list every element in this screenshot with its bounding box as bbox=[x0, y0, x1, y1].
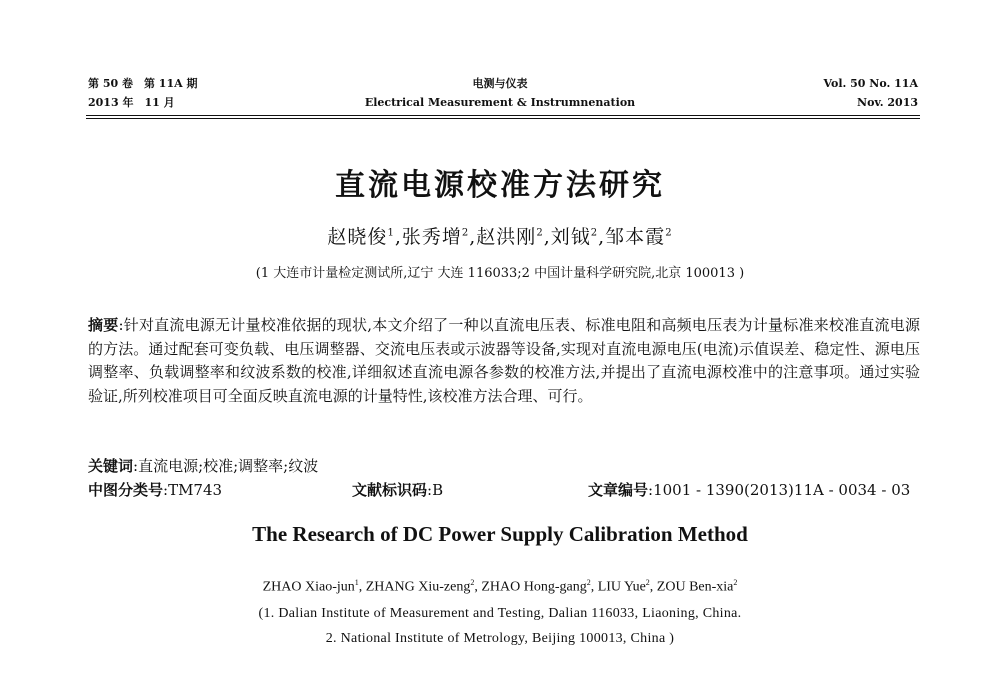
affiliation: (1 大连市计量检定测试所,辽宁 大连 116033;2 中国计量科学研究院,北京 100013 ) bbox=[255, 266, 745, 281]
article-number-value: :1001 - 1390(2013)11A - 0034 - 03 bbox=[648, 481, 911, 499]
english-author-list: ZHAO Xiao-jun$^1$, ZHANG Xiu-zeng$^2$, ZHAO Hong-gang$^2$, LIU Yue$^2$, ZOU Ben-xia$^2$ bbox=[262, 578, 738, 595]
english-author-name: ZOU Ben-xia bbox=[656, 579, 734, 595]
header-rule-thin bbox=[86, 118, 920, 119]
author-name: 赵晓俊 bbox=[327, 226, 388, 248]
issue-date: 2013 年 11 月 bbox=[88, 96, 175, 109]
english-author-affil-mark: 1 bbox=[354, 578, 359, 587]
journal-name-en: Electrical Measurement & Instrumnenation bbox=[364, 96, 636, 109]
english-author-affil-mark: 2 bbox=[586, 578, 591, 587]
article-number bbox=[588, 479, 910, 500]
english-affiliation-1: (1. Dalian Institute of Measurement and Testing, Dalian 116033, Liaoning, China. bbox=[258, 606, 742, 621]
abstract bbox=[88, 314, 920, 408]
english-author-affil-mark: 2 bbox=[470, 578, 475, 587]
keywords bbox=[88, 455, 318, 476]
author-affil-mark: 2 bbox=[665, 227, 673, 239]
journal-header-right bbox=[823, 74, 918, 112]
journal-name-cn: 电测与仪表 bbox=[472, 77, 528, 90]
document-code-value: :B bbox=[427, 481, 444, 499]
author-name: 张秀增 bbox=[401, 226, 462, 248]
article-number-label: 文章编号 bbox=[588, 481, 649, 499]
english-author-name: ZHAO Hong-gang bbox=[481, 579, 587, 595]
document-code-label: 文献标识码 bbox=[352, 481, 428, 499]
author-list: 赵晓俊$^1$,张秀增$^2$,赵洪刚$^2$,刘钺$^2$,邹本霞$^2$ bbox=[327, 226, 673, 248]
english-affiliation-2: 2. National Institute of Metrology, Beijing 100013, China ) bbox=[325, 631, 675, 646]
volume-issue-en: Vol. 50 No. 11A bbox=[823, 77, 918, 90]
english-author-name: ZHANG Xiu-zeng bbox=[365, 579, 471, 595]
author-name: 刘钺 bbox=[550, 226, 591, 248]
author-name: 赵洪刚 bbox=[476, 226, 537, 248]
english-author-affil-mark: 2 bbox=[733, 578, 738, 587]
author-name: 邹本霞 bbox=[605, 226, 666, 248]
abstract-label: 摘要 bbox=[88, 316, 119, 334]
author-affil-mark: 2 bbox=[536, 227, 544, 239]
abstract-text: :针对直流电源无计量校准依据的现状,本文介绍了一种以直流电压表、标准电阻和高频电压表为计量标准来校准直流电源的方法。通过配套可变负载、电压调整器、交流电压表或示波器等设备,实现对直流电源电压(电流)示值误差、稳定性、源电压调整率、负载调整率和纹波系数的校准,详细叙述直流电源各参数的校准方法,并提出了直流电源校准中的注意事项。通过实验验证,所列校准项目可全面反映直流电源的计量特性,该校准方法合理、可行。 bbox=[88, 316, 920, 405]
author-affil-mark: 2 bbox=[590, 227, 599, 239]
author-affil-mark: 2 bbox=[461, 227, 470, 239]
english-author-affil-mark: 2 bbox=[645, 578, 650, 587]
issue-date-en: Nov. 2013 bbox=[857, 96, 918, 109]
keywords-label: 关键词 bbox=[88, 457, 134, 475]
author-affil-mark: 1 bbox=[387, 227, 395, 239]
paper-title: 直流电源校准方法研究 bbox=[335, 168, 665, 203]
english-title: The Research of DC Power Supply Calibration Method bbox=[252, 522, 748, 546]
clc-label: 中图分类号 bbox=[88, 481, 164, 499]
document-code bbox=[352, 479, 443, 500]
clc-number bbox=[88, 479, 222, 500]
english-author-name: LIU Yue bbox=[597, 579, 646, 595]
keywords-text: :直流电源;校准;调整率;纹波 bbox=[133, 457, 319, 475]
clc-value: :TM743 bbox=[163, 481, 223, 499]
english-author-name: ZHAO Xiao-jun bbox=[262, 579, 355, 595]
volume-issue: 第 50 卷 第 11A 期 bbox=[88, 77, 198, 90]
header-rule-thick bbox=[86, 115, 920, 116]
